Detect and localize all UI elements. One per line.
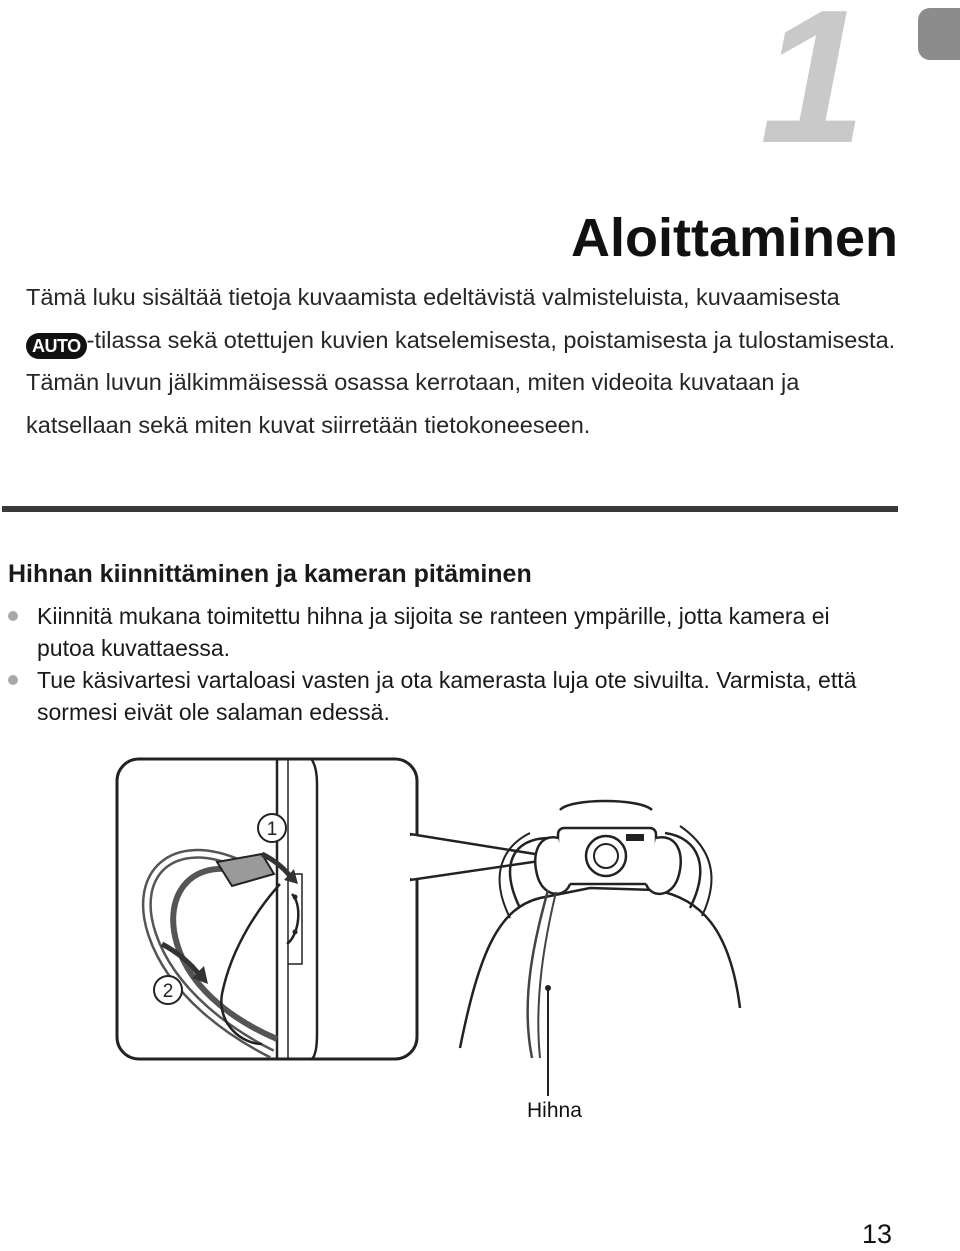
strap-attach-illustration [112, 754, 424, 1066]
instruction-list [8, 600, 888, 728]
bullet-icon [8, 611, 18, 621]
bullet-icon [8, 675, 18, 685]
intro-text-part2: -tilassa sekä otettujen kuvien katselemisesta, poistamisesta ja tulostamisesta. Tämän luvun jälkimmäisessä osassa kerrotaan, miten videoita kuvataan ja katsellaan sekä miten kuvat siirretään tietokoneeseen. [26, 326, 896, 438]
holding-camera-illustration [440, 798, 770, 1098]
list-item-text: Kiinnitä mukana toimitettu hihna ja sijoita se ranteen ympärille, jotta kamera ei putoa kuvattaessa. [37, 603, 830, 661]
strap-label: Hihna [527, 1099, 582, 1122]
intro-paragraph [26, 276, 906, 446]
list-item [8, 664, 888, 728]
auto-mode-icon: AUTO [26, 333, 87, 359]
chapter-number: 1 [760, 0, 866, 183]
step-2-label: 2 [162, 981, 174, 1002]
step-1-label: 1 [266, 819, 278, 840]
list-item [8, 600, 888, 664]
section-heading: Hihnan kiinnittäminen ja kameran pitäminen [8, 560, 532, 588]
list-item-text: Tue käsivartesi vartaloasi vasten ja ota kamerasta luja ote sivuilta. Varmista, että sormesi eivät ole salaman edessä. [37, 667, 857, 725]
intro-text-part1: Tämä luku sisältää tietoja kuvaamista edeltävistä valmisteluista, kuvaamisesta [26, 284, 840, 310]
page-number: 13 [862, 1219, 893, 1249]
chapter-title: Aloittaminen [570, 208, 898, 268]
chapter-tab-marker [918, 8, 960, 60]
section-divider [2, 506, 898, 512]
